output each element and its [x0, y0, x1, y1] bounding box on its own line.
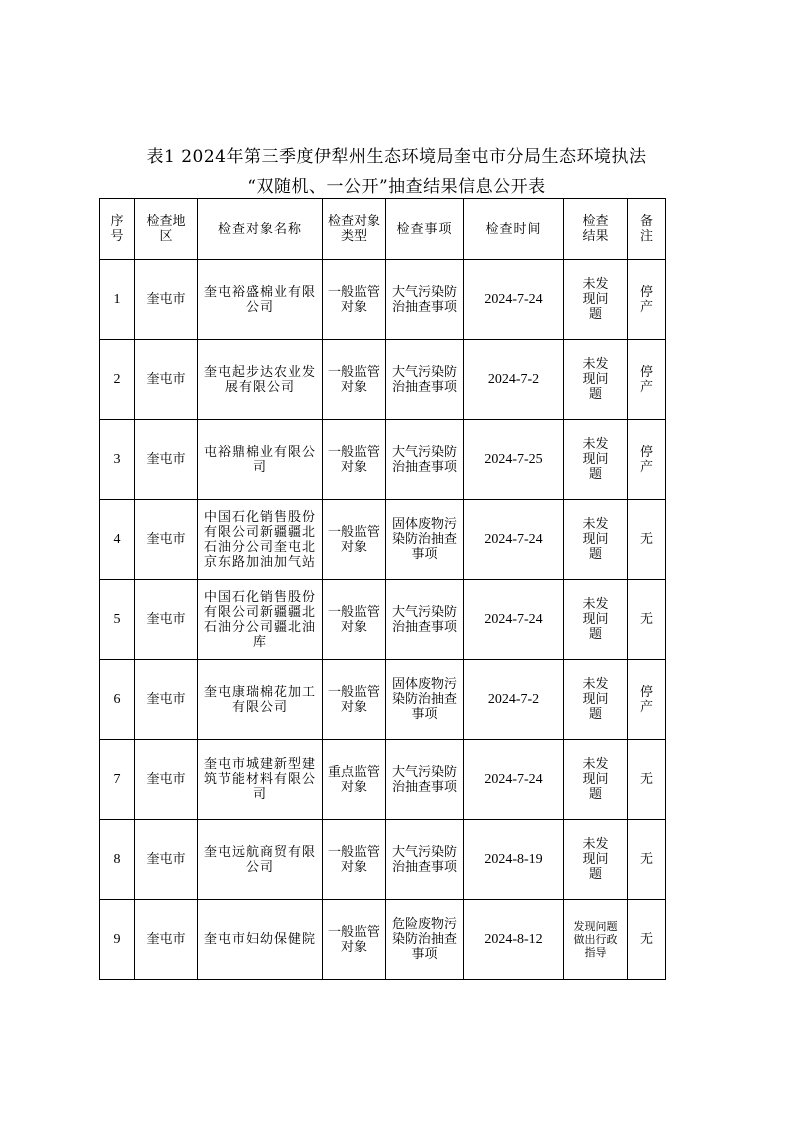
- cell-result: 未发现问题: [564, 580, 628, 660]
- cell-seq: 2: [100, 340, 135, 420]
- cell-name: 中国石化销售股份有限公司新疆疆北石油分公司疆北油库: [198, 580, 323, 660]
- table-title-line-1: 表1 2024年第三季度伊犁州生态环境局奎屯市分局生态环境执法: [146, 147, 647, 167]
- header-area: 检查地区: [135, 199, 198, 260]
- cell-name: 奎屯裕盛棉业有限公司: [198, 260, 323, 340]
- table-row: [100, 660, 666, 740]
- cell-area: 奎屯市: [135, 820, 198, 900]
- cell-seq: 4: [100, 500, 135, 580]
- cell-note: 无: [628, 500, 666, 580]
- cell-type: 一般监管对象: [323, 420, 386, 500]
- cell-area: 奎屯市: [135, 580, 198, 660]
- cell-item: 危险废物污染防治抽查事项: [386, 900, 464, 980]
- cell-note: 停产: [628, 340, 666, 420]
- cell-result: 未发现问题: [564, 420, 628, 500]
- cell-seq: 7: [100, 740, 135, 820]
- cell-area: 奎屯市: [135, 340, 198, 420]
- cell-result: 未发现问题: [564, 660, 628, 740]
- cell-type: 一般监管对象: [323, 340, 386, 420]
- cell-date: 2024-7-25: [464, 420, 564, 500]
- cell-area: 奎屯市: [135, 740, 198, 820]
- cell-seq: 3: [100, 420, 135, 500]
- cell-name: 奎屯市妇幼保健院: [198, 900, 323, 980]
- cell-result: 未发现问题: [564, 500, 628, 580]
- table-row: [100, 900, 666, 980]
- table-row: [100, 740, 666, 820]
- cell-area: 奎屯市: [135, 420, 198, 500]
- cell-type: 一般监管对象: [323, 260, 386, 340]
- cell-type: 一般监管对象: [323, 500, 386, 580]
- cell-note: 无: [628, 580, 666, 660]
- header-row: [100, 199, 666, 260]
- header-item: 检查事项: [386, 199, 464, 260]
- header-type: 检查对象类型: [323, 199, 386, 260]
- header-name: 检查对象名称: [198, 199, 323, 260]
- cell-date: 2024-8-12: [464, 900, 564, 980]
- cell-item: 大气污染防治抽查事项: [386, 740, 464, 820]
- cell-item: 大气污染防治抽查事项: [386, 260, 464, 340]
- cell-result: 未发现问题: [564, 340, 628, 420]
- cell-item: 固体废物污染防治抽查事项: [386, 660, 464, 740]
- cell-area: 奎屯市: [135, 260, 198, 340]
- cell-item: 大气污染防治抽查事项: [386, 420, 464, 500]
- cell-date: 2024-7-24: [464, 740, 564, 820]
- header-date: 检查时间: [464, 199, 564, 260]
- cell-type: 一般监管对象: [323, 820, 386, 900]
- cell-name: 中国石化销售股份有限公司新疆疆北石油分公司奎屯北京东路加油加气站: [198, 500, 323, 580]
- cell-result: 发现问题做出行政指导: [564, 900, 628, 980]
- cell-seq: 5: [100, 580, 135, 660]
- cell-seq: 1: [100, 260, 135, 340]
- header-seq: 序号: [100, 199, 135, 260]
- cell-type: 一般监管对象: [323, 580, 386, 660]
- cell-result: 未发现问题: [564, 740, 628, 820]
- cell-result: 未发现问题: [564, 820, 628, 900]
- cell-date: 2024-7-24: [464, 500, 564, 580]
- cell-type: 一般监管对象: [323, 660, 386, 740]
- cell-seq: 6: [100, 660, 135, 740]
- cell-seq: 9: [100, 900, 135, 980]
- cell-note: 无: [628, 900, 666, 980]
- cell-area: 奎屯市: [135, 660, 198, 740]
- table-row: [100, 820, 666, 900]
- cell-item: 大气污染防治抽查事项: [386, 580, 464, 660]
- cell-item: 大气污染防治抽查事项: [386, 340, 464, 420]
- table-row: [100, 260, 666, 340]
- cell-note: 停产: [628, 420, 666, 500]
- table-title-line-2: “双随机、一公开”抽查结果信息公开表: [247, 177, 546, 197]
- header-note: 备注: [628, 199, 666, 260]
- cell-seq: 8: [100, 820, 135, 900]
- cell-item: 大气污染防治抽查事项: [386, 820, 464, 900]
- cell-name: 奎屯起步达农业发展有限公司: [198, 340, 323, 420]
- table-row: [100, 500, 666, 580]
- cell-area: 奎屯市: [135, 900, 198, 980]
- cell-date: 2024-7-24: [464, 580, 564, 660]
- cell-name: 奎屯市城建新型建筑节能材料有限公司: [198, 740, 323, 820]
- cell-result: 未发现问题: [564, 260, 628, 340]
- cell-note: 停产: [628, 260, 666, 340]
- cell-name: 奎屯康瑞棉花加工有限公司: [198, 660, 323, 740]
- cell-item: 固体废物污染防治抽查事项: [386, 500, 464, 580]
- cell-type: 重点监管对象: [323, 740, 386, 820]
- cell-date: 2024-7-2: [464, 660, 564, 740]
- cell-note: 无: [628, 740, 666, 820]
- cell-date: 2024-7-2: [464, 340, 564, 420]
- table-row: [100, 340, 666, 420]
- cell-area: 奎屯市: [135, 500, 198, 580]
- cell-note: 无: [628, 820, 666, 900]
- cell-note: 停产: [628, 660, 666, 740]
- table-row: [100, 420, 666, 500]
- table-row: [100, 580, 666, 660]
- cell-name: 屯裕鼎棉业有限公司: [198, 420, 323, 500]
- cell-name: 奎屯远航商贸有限公司: [198, 820, 323, 900]
- header-result: 检查结果: [564, 199, 628, 260]
- cell-date: 2024-7-24: [464, 260, 564, 340]
- cell-date: 2024-8-19: [464, 820, 564, 900]
- inspection-results-table: [99, 198, 666, 980]
- cell-type: 一般监管对象: [323, 900, 386, 980]
